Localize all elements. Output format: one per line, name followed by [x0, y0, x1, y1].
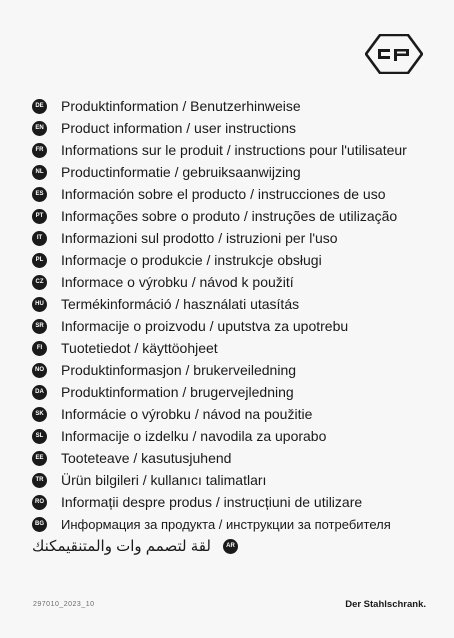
language-title: Informações sobre o produto / instruções de utilização: [61, 208, 398, 224]
language-row-hu: [32, 293, 442, 315]
language-code-badge: DA: [32, 385, 47, 400]
language-title: Produktinformation / brugervejledning: [61, 384, 294, 400]
language-title: Tuotetiedot / käyttöohjeet: [61, 340, 218, 356]
language-row-sk: [32, 403, 442, 425]
language-title: Informații despre produs / instrucțiuni de utilizare: [61, 494, 363, 510]
language-list: [32, 95, 442, 557]
document-code: 297010_2023_10: [33, 601, 95, 608]
language-title: Productinformatie / gebruiksaanwijzing: [61, 164, 301, 180]
language-code-badge: ES: [32, 187, 47, 202]
language-title: Информация за продукта / инструкции за потребителя: [61, 516, 391, 532]
language-row-ro: [32, 491, 442, 513]
language-code-badge: EE: [32, 451, 47, 466]
language-row-fr: [32, 139, 442, 161]
language-row-da: [32, 381, 442, 403]
language-title: Tooteteave / kasutusjuhend: [61, 450, 232, 466]
language-title: Informacje o produkcie / instrukcje obsługi: [61, 252, 322, 268]
language-row-pt: [32, 205, 442, 227]
language-row-it: [32, 227, 442, 249]
language-code-badge: PT: [32, 209, 47, 224]
language-row-tr: [32, 469, 442, 491]
language-title: Informacije o proizvodu / uputstva za upotrebu: [61, 318, 349, 334]
language-title: Produktinformasjon / brukerveiledning: [61, 362, 297, 378]
language-code-badge: BG: [32, 517, 47, 532]
language-code-badge: DE: [32, 99, 47, 114]
language-code-badge: SK: [32, 407, 47, 422]
language-code-badge: SL: [32, 429, 47, 444]
language-row-sr: [32, 315, 442, 337]
language-row-en: [32, 117, 442, 139]
language-code-badge: PL: [32, 253, 47, 268]
language-row-de: [32, 95, 442, 117]
language-row-fi: [32, 337, 442, 359]
brand-tagline: Der Stahlschrank.: [345, 599, 426, 610]
language-title: Informacije o izdelku / navodila za uporabo: [61, 428, 327, 444]
language-row-bg: [32, 513, 442, 535]
language-code-badge: NL: [32, 165, 47, 180]
language-code-badge: IT: [32, 231, 47, 246]
language-title: Produktinformation / Benutzerhinweise: [61, 98, 301, 114]
language-title: Informace o výrobku / návod k použití: [61, 274, 294, 290]
cp-logo-icon: [365, 34, 423, 74]
language-title: Informazioni sul prodotto / istruzioni per l'uso: [61, 230, 338, 246]
language-code-badge: AR: [223, 539, 238, 554]
language-code-badge: NO: [32, 363, 47, 378]
language-row-no: [32, 359, 442, 381]
language-title: Información sobre el producto / instrucciones de uso: [61, 186, 386, 202]
language-code-badge: EN: [32, 121, 47, 136]
language-row-ar: [32, 535, 442, 557]
language-row-pl: [32, 249, 442, 271]
language-code-badge: TR: [32, 473, 47, 488]
language-code-badge: FI: [32, 341, 47, 356]
language-title: Informácie o výrobku / návod na použitie: [61, 406, 313, 422]
language-title: لقة لتصمم وات والمتنقيمكنك: [32, 537, 211, 555]
language-title: Ürün bilgileri / kullanıcı talimatları: [61, 472, 267, 488]
language-code-badge: FR: [32, 143, 47, 158]
language-code-badge: RO: [32, 495, 47, 510]
language-code-badge: HU: [32, 297, 47, 312]
language-row-ee: [32, 447, 442, 469]
language-code-badge: CZ: [32, 275, 47, 290]
language-title: Product information / user instructions: [61, 120, 296, 136]
language-row-nl: [32, 161, 442, 183]
language-row-cz: [32, 271, 442, 293]
language-title: Informations sur le produit / instructions pour l'utilisateur: [61, 142, 407, 158]
language-title: Termékinformáció / használati utasítás: [61, 296, 300, 312]
language-row-sl: [32, 425, 442, 447]
language-row-es: [32, 183, 442, 205]
language-code-badge: SR: [32, 319, 47, 334]
